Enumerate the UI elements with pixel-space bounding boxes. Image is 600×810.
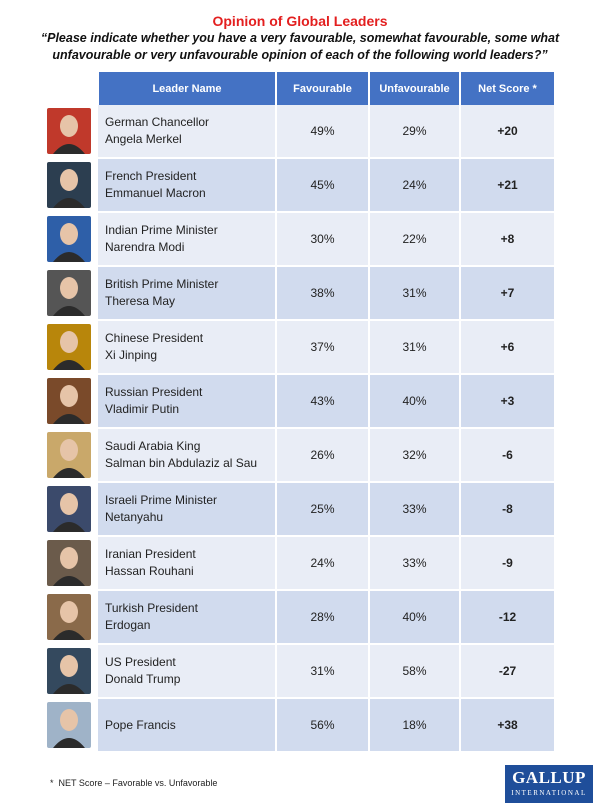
table-row bbox=[46, 698, 554, 752]
leader-photo bbox=[47, 432, 91, 478]
leader-title: German Chancellor bbox=[105, 115, 210, 129]
unfavourable-value: 33% bbox=[369, 482, 460, 536]
gallup-logo bbox=[505, 765, 593, 803]
photo-cell bbox=[46, 158, 98, 212]
net-score-value: +6 bbox=[460, 320, 554, 374]
favourable-value: 25% bbox=[276, 482, 369, 536]
leader-name-cell bbox=[98, 266, 276, 320]
face-shape bbox=[60, 331, 78, 353]
net-score-value: +38 bbox=[460, 698, 554, 752]
net-score-value: -12 bbox=[460, 590, 554, 644]
footnote bbox=[50, 778, 217, 788]
leader-photo bbox=[47, 648, 91, 694]
chart-title: Opinion of Global Leaders bbox=[212, 13, 388, 29]
face-shape bbox=[60, 169, 78, 191]
net-score-value: -27 bbox=[460, 644, 554, 698]
photo-cell bbox=[46, 482, 98, 536]
leader-title: Indian Prime Minister bbox=[105, 223, 218, 237]
face-shape bbox=[60, 547, 78, 569]
leader-name: Erdogan bbox=[105, 618, 151, 632]
header-favourable: Favourable bbox=[276, 72, 369, 105]
header-photo bbox=[46, 72, 98, 105]
photo-cell bbox=[46, 590, 98, 644]
net-score-value: +8 bbox=[460, 212, 554, 266]
unfavourable-value: 18% bbox=[369, 698, 460, 752]
unfavourable-value: 58% bbox=[369, 644, 460, 698]
leader-photo bbox=[47, 540, 91, 586]
leader-title: Turkish President bbox=[105, 601, 198, 615]
favourable-value: 28% bbox=[276, 590, 369, 644]
photo-cell bbox=[46, 698, 98, 752]
favourable-value: 38% bbox=[276, 266, 369, 320]
leader-name-cell bbox=[98, 158, 276, 212]
leaders-table bbox=[46, 72, 554, 753]
face-shape bbox=[60, 493, 78, 515]
unfavourable-value: 31% bbox=[369, 266, 460, 320]
leader-name-cell bbox=[98, 105, 276, 158]
table-row bbox=[46, 266, 554, 320]
leader-title: Israeli Prime Minister bbox=[105, 493, 218, 507]
leader-title: Saudi Arabia King bbox=[105, 439, 201, 453]
favourable-value: 45% bbox=[276, 158, 369, 212]
leader-name: Donald Trump bbox=[105, 672, 181, 686]
favourable-value: 24% bbox=[276, 536, 369, 590]
net-score-value: +7 bbox=[460, 266, 554, 320]
photo-cell bbox=[46, 536, 98, 590]
leader-name-cell bbox=[98, 698, 276, 752]
leader-name-cell bbox=[98, 536, 276, 590]
favourable-value: 43% bbox=[276, 374, 369, 428]
leader-title: Iranian President bbox=[105, 547, 196, 561]
leader-name: Hassan Rouhani bbox=[105, 564, 194, 578]
table-row bbox=[46, 105, 554, 158]
leader-name: Theresa May bbox=[105, 294, 176, 308]
survey-question: “Please indicate whether you have a very favourable, somewhat favourable, some what unfavourable or very unfavourable opinion of each of the following world leaders?” bbox=[40, 31, 560, 62]
photo-cell bbox=[46, 428, 98, 482]
leader-photo bbox=[47, 594, 91, 640]
leader-photo bbox=[47, 216, 91, 262]
leader-title: Russian President bbox=[105, 385, 203, 399]
favourable-value: 37% bbox=[276, 320, 369, 374]
photo-cell bbox=[46, 105, 98, 158]
net-score-value: -8 bbox=[460, 482, 554, 536]
leader-name: Narendra Modi bbox=[105, 240, 185, 254]
table-row bbox=[46, 644, 554, 698]
leader-photo bbox=[47, 702, 91, 748]
leader-name-cell bbox=[98, 320, 276, 374]
table-row bbox=[46, 482, 554, 536]
face-shape bbox=[60, 709, 78, 731]
favourable-value: 26% bbox=[276, 428, 369, 482]
unfavourable-value: 29% bbox=[369, 105, 460, 158]
leader-name: Netanyahu bbox=[105, 510, 164, 524]
favourable-value: 49% bbox=[276, 105, 369, 158]
unfavourable-value: 32% bbox=[369, 428, 460, 482]
table-row bbox=[46, 374, 554, 428]
leader-name-cell bbox=[98, 590, 276, 644]
leader-title: French President bbox=[105, 169, 197, 183]
leader-name: Angela Merkel bbox=[105, 132, 182, 146]
table-row bbox=[46, 158, 554, 212]
face-shape bbox=[60, 277, 78, 299]
net-score-value: +20 bbox=[460, 105, 554, 158]
net-score-value: -6 bbox=[460, 428, 554, 482]
logo-line1: GALLUP bbox=[512, 768, 586, 787]
photo-cell bbox=[46, 374, 98, 428]
table-row bbox=[46, 536, 554, 590]
favourable-value: 56% bbox=[276, 698, 369, 752]
unfavourable-value: 40% bbox=[369, 374, 460, 428]
leader-title: Chinese President bbox=[105, 331, 204, 345]
net-score-value: +21 bbox=[460, 158, 554, 212]
leader-title: British Prime Minister bbox=[105, 277, 219, 291]
face-shape bbox=[60, 115, 78, 137]
header-leader-name: Leader Name bbox=[98, 72, 276, 105]
leader-title: US President bbox=[105, 655, 176, 669]
photo-cell bbox=[46, 266, 98, 320]
favourable-value: 31% bbox=[276, 644, 369, 698]
face-shape bbox=[60, 601, 78, 623]
unfavourable-value: 31% bbox=[369, 320, 460, 374]
table-row bbox=[46, 320, 554, 374]
leader-title: Pope Francis bbox=[105, 717, 176, 732]
face-shape bbox=[60, 385, 78, 407]
unfavourable-value: 33% bbox=[369, 536, 460, 590]
leader-photo bbox=[47, 378, 91, 424]
leader-name-cell bbox=[98, 212, 276, 266]
logo-line2: INTERNATIONAL bbox=[511, 789, 587, 797]
face-shape bbox=[60, 655, 78, 677]
table-header-row bbox=[46, 72, 554, 105]
header-unfavourable: Unfavourable bbox=[369, 72, 460, 105]
leader-photo bbox=[47, 324, 91, 370]
leader-name: Emmanuel Macron bbox=[105, 186, 206, 200]
favourable-value: 30% bbox=[276, 212, 369, 266]
unfavourable-value: 22% bbox=[369, 212, 460, 266]
face-shape bbox=[60, 439, 78, 461]
leader-photo bbox=[47, 270, 91, 316]
footnote-asterisk: * bbox=[50, 778, 59, 788]
leader-name: Xi Jinping bbox=[105, 348, 158, 362]
table-row bbox=[46, 590, 554, 644]
table-body bbox=[46, 105, 554, 752]
table-row bbox=[46, 212, 554, 266]
leader-photo bbox=[47, 486, 91, 532]
unfavourable-value: 40% bbox=[369, 590, 460, 644]
photo-cell bbox=[46, 212, 98, 266]
table-row bbox=[46, 428, 554, 482]
leader-name-cell bbox=[98, 428, 276, 482]
photo-cell bbox=[46, 644, 98, 698]
leader-name: Vladimir Putin bbox=[105, 402, 180, 416]
leader-name-cell bbox=[98, 374, 276, 428]
photo-cell bbox=[46, 320, 98, 374]
leader-photo bbox=[47, 108, 91, 154]
leader-name-cell bbox=[98, 644, 276, 698]
leader-name: Salman bin Abdulaziz al Sau bbox=[105, 456, 258, 470]
unfavourable-value: 24% bbox=[369, 158, 460, 212]
face-shape bbox=[60, 223, 78, 245]
header-net-score: Net Score * bbox=[460, 72, 554, 105]
leader-name-cell bbox=[98, 482, 276, 536]
footnote-text: NET Score – Favorable vs. Unfavorable bbox=[58, 778, 218, 788]
leader-photo bbox=[47, 162, 91, 208]
net-score-value: -9 bbox=[460, 536, 554, 590]
net-score-value: +3 bbox=[460, 374, 554, 428]
